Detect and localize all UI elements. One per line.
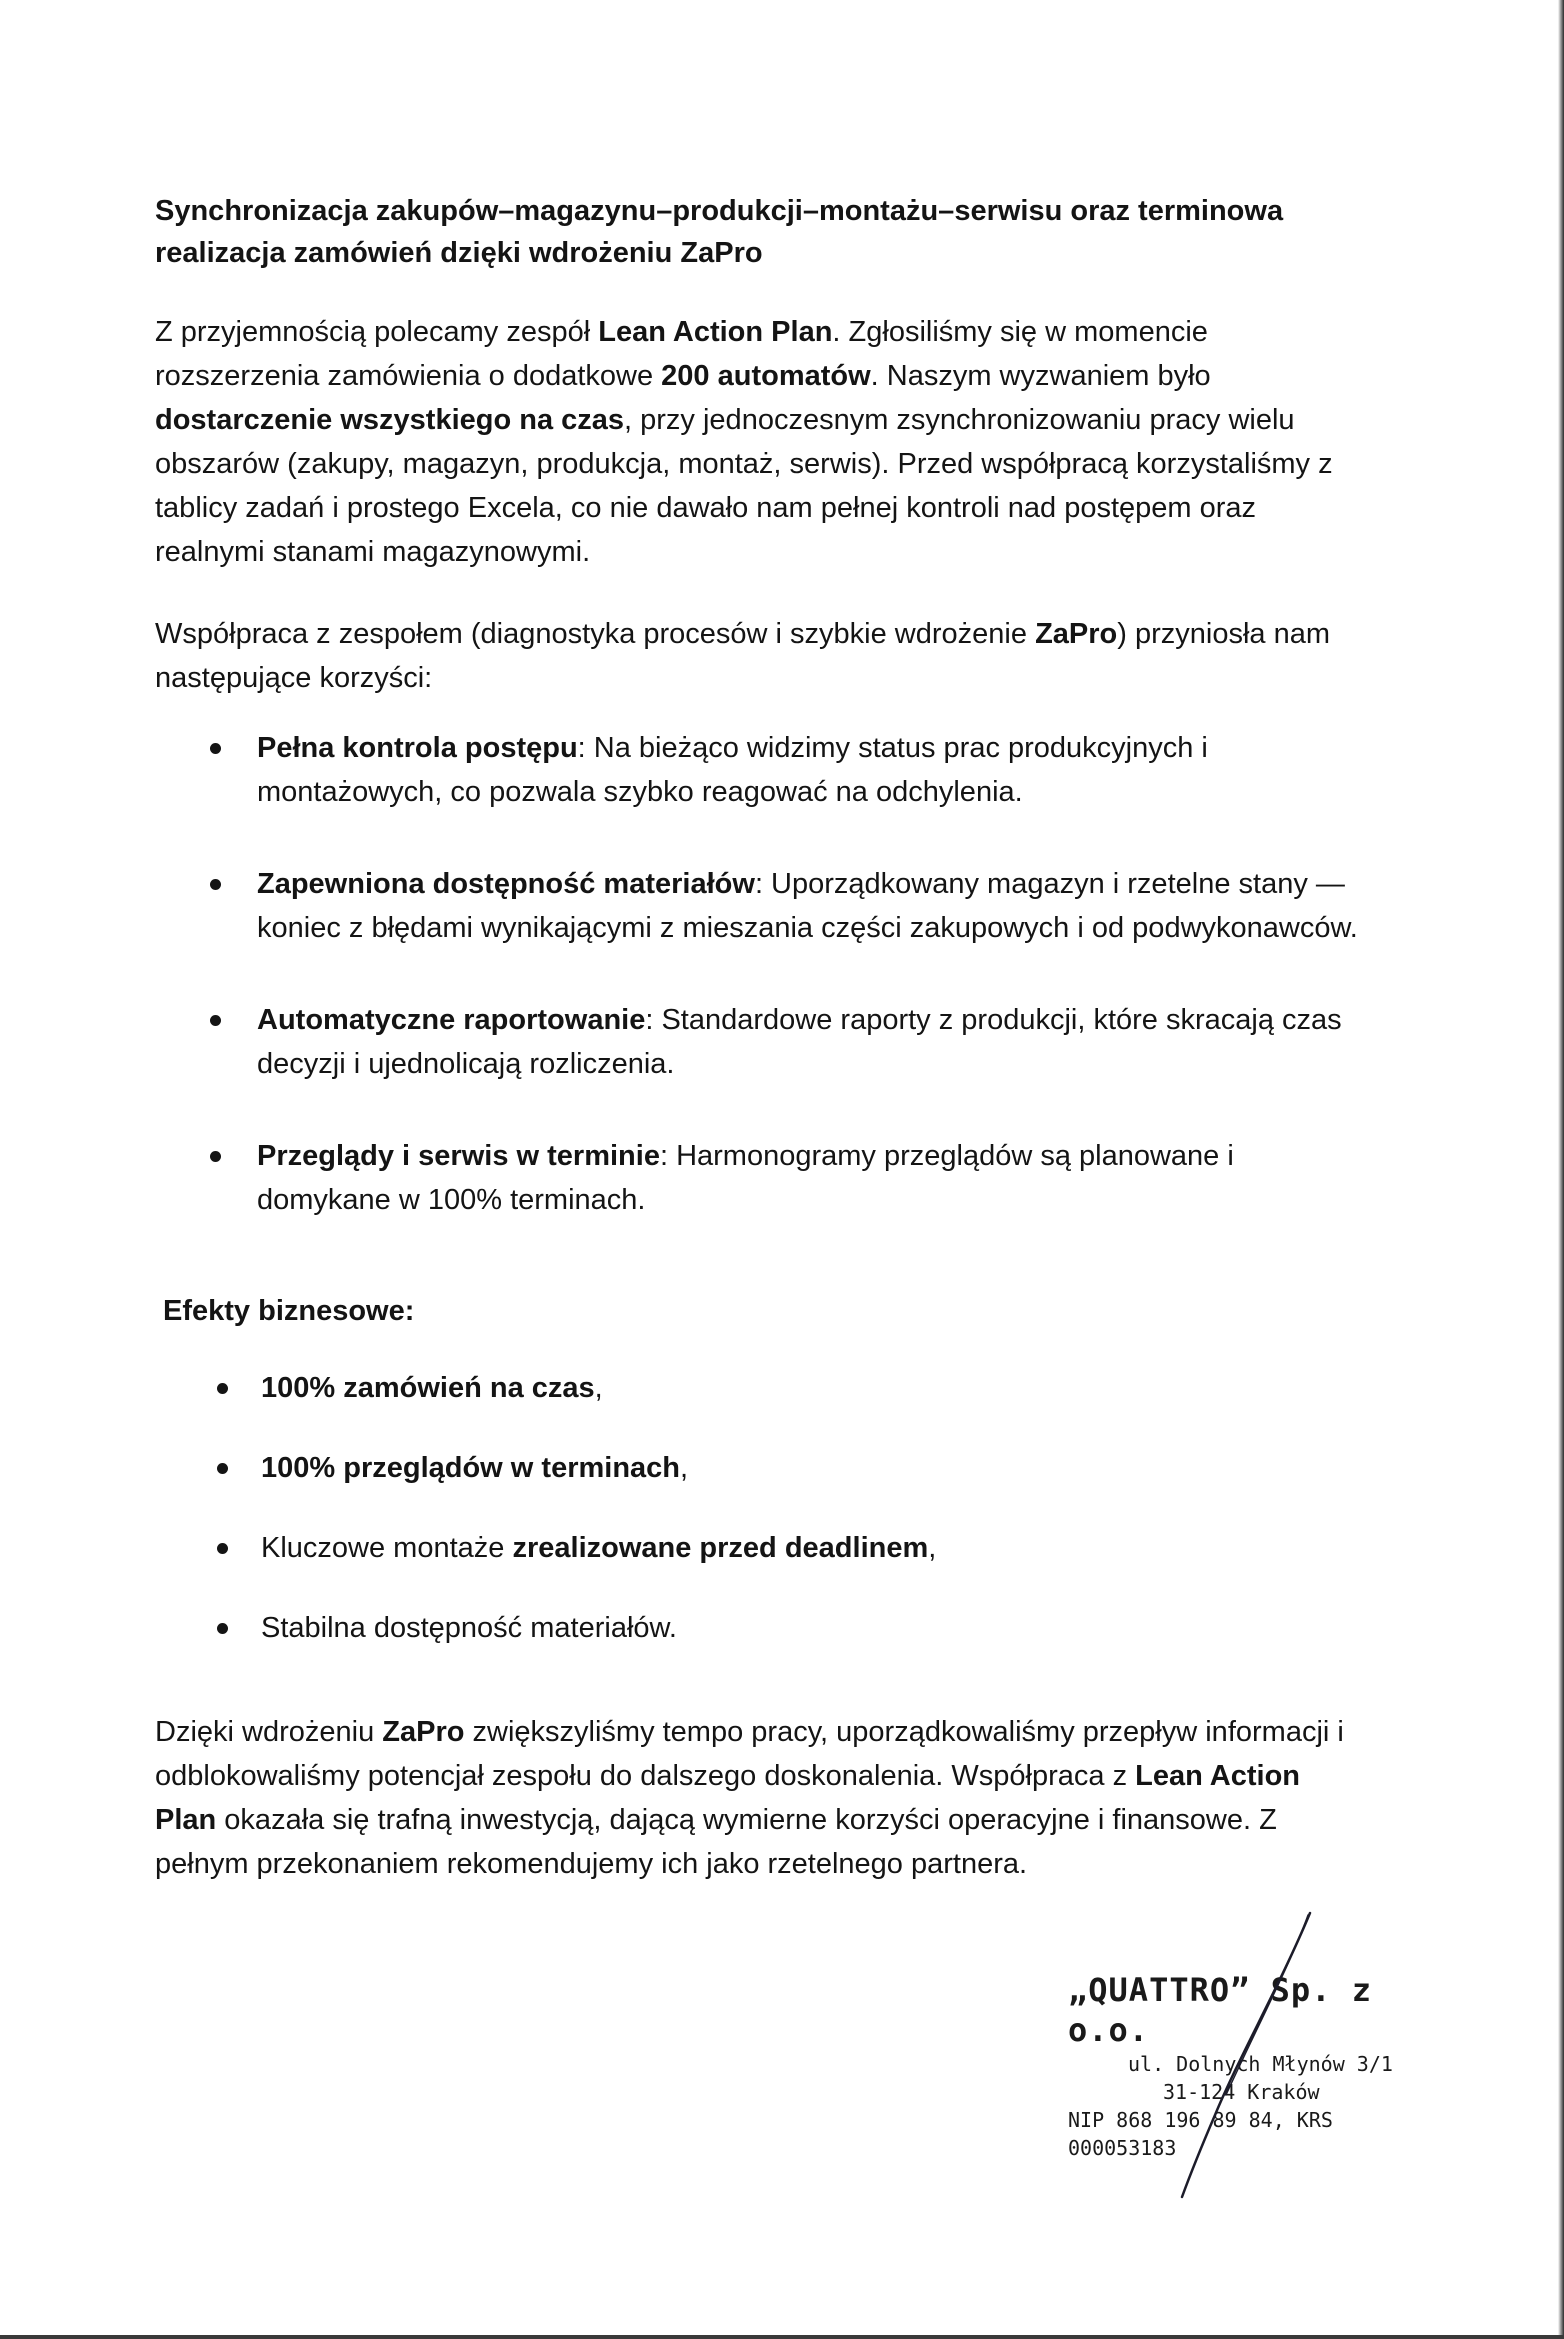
closing-text-2: zwiększyliśmy tempo pracy, uporządkowaliśmy przepływ informacji i odblokowaliśmy potencjał zespołu do dalszego doskonalenia. Współpraca z xyxy=(155,1716,1344,1792)
benefit-text: : Standardowe raporty z produkcji, które skracają czas decyzji i ujednolicają rozliczenia. xyxy=(257,1004,1342,1080)
closing-text-1: Dzięki wdrożeniu xyxy=(155,1716,383,1748)
cooperation-paragraph xyxy=(155,612,1365,700)
intro-bold-company: Lean Action Plan xyxy=(598,316,833,348)
intro-text-2: . Zgłosiliśmy się w momencie rozszerzenia zamówienia o dodatkowe xyxy=(155,316,1208,392)
letter-title: Synchronizacja zakupów–magazynu–produkcji–montażu–serwisu oraz terminowa realizacja zamówień dzięki wdrożeniu ZaPro xyxy=(155,195,1284,269)
handwritten-signature xyxy=(1130,1905,1330,2205)
closing-paragraph xyxy=(155,1710,1365,1886)
effect-post: , xyxy=(594,1372,603,1404)
letter-body xyxy=(155,190,1365,1915)
effect-pre: Kluczowe montaże xyxy=(261,1532,513,1564)
effect-bold: zrealizowane przed deadlinem xyxy=(512,1532,929,1564)
benefit-title: Automatyczne raportowanie xyxy=(257,1004,646,1036)
closing-bold-company: Lean Action Plan xyxy=(155,1760,1301,1836)
effect-item xyxy=(155,1446,1365,1490)
benefit-text: : Na bieżąco widzimy status prac produkcyjnych i montażowych, co pozwala szybko reagować na odchylenia. xyxy=(257,732,1208,808)
benefit-item xyxy=(155,862,1365,950)
intro-paragraph xyxy=(155,310,1365,574)
effect-item xyxy=(155,1526,1365,1570)
stamp-company-name: „QUATTRO” Sp. z o.o. xyxy=(1068,1971,1372,2049)
benefit-item xyxy=(155,726,1365,814)
intro-bold-quantity: 200 automatów xyxy=(661,360,871,392)
effect-post: , xyxy=(928,1532,937,1564)
stamp-address: ul. Dolnych Młynów 3/1 xyxy=(1128,2052,1393,2076)
benefit-item xyxy=(155,998,1365,1086)
effect-item xyxy=(155,1606,1365,1650)
benefit-text: : Uporządkowany magazyn i rzetelne stany — koniec z błędami wynikającymi z mieszania części zakupowych i od podwykonawców. xyxy=(257,868,1358,944)
effect-bold: 100% zamówień na czas xyxy=(261,1372,595,1404)
intro-text-4: , przy jednoczesnym zsynchronizowaniu pracy wielu obszarów (zakupy, magazyn, produkcja, montaż, serwis). Przed współpracą korzystaliśmy z tablicy zadań i prostego Excela, co nie dawało nam pełnej kontroli nad postępem oraz realnymi stanami magazynowymi. xyxy=(155,404,1333,568)
intro-text-1: Z przyjemnością polecamy zespół xyxy=(155,316,599,348)
scan-edge xyxy=(1558,0,1564,2339)
stamp-city: 31-124 Kraków xyxy=(1163,2080,1320,2104)
effect-item xyxy=(155,1366,1365,1410)
intro-bold-challenge: dostarczenie wszystkiego na czas xyxy=(155,404,625,436)
stamp-ids: NIP 868 196 89 84, KRS 000053183 xyxy=(1068,2108,1333,2160)
closing-bold-product: ZaPro xyxy=(382,1716,465,1748)
effect-bold: 100% przeglądów w terminach xyxy=(261,1452,681,1484)
effect-pre: Stabilna dostępność materiałów. xyxy=(261,1612,677,1644)
intro-text-3: . Naszym wyzwaniem było xyxy=(870,360,1211,392)
coop-text-2: ) przyniosła nam następujące korzyści: xyxy=(155,618,1330,694)
closing-text-3: okazała się trafną inwestycją, dającą wymierne korzyści operacyjne i finansowe. Z pełnym przekonaniem rekomendujemy ich jako rzetelnego partnera. xyxy=(155,1804,1277,1880)
effects-heading: Efekty biznesowe: xyxy=(163,1295,415,1327)
benefit-text: : Harmonogramy przeglądów są planowane i domykane w 100% terminach. xyxy=(257,1140,1234,1216)
scan-edge-bottom xyxy=(0,2335,1564,2339)
effects-list xyxy=(155,1366,1365,1650)
benefits-list xyxy=(155,726,1365,1222)
coop-text-1: Współpraca z zespołem (diagnostyka procesów i szybkie wdrożenie xyxy=(155,618,1036,650)
effect-post: , xyxy=(680,1452,689,1484)
benefit-item xyxy=(155,1134,1365,1222)
benefit-title: Pełna kontrola postępu xyxy=(257,732,578,764)
benefit-title: Przeglądy i serwis w terminie xyxy=(257,1140,660,1172)
benefit-title: Zapewniona dostępność materiałów xyxy=(257,868,755,900)
coop-bold-product: ZaPro xyxy=(1035,618,1118,650)
